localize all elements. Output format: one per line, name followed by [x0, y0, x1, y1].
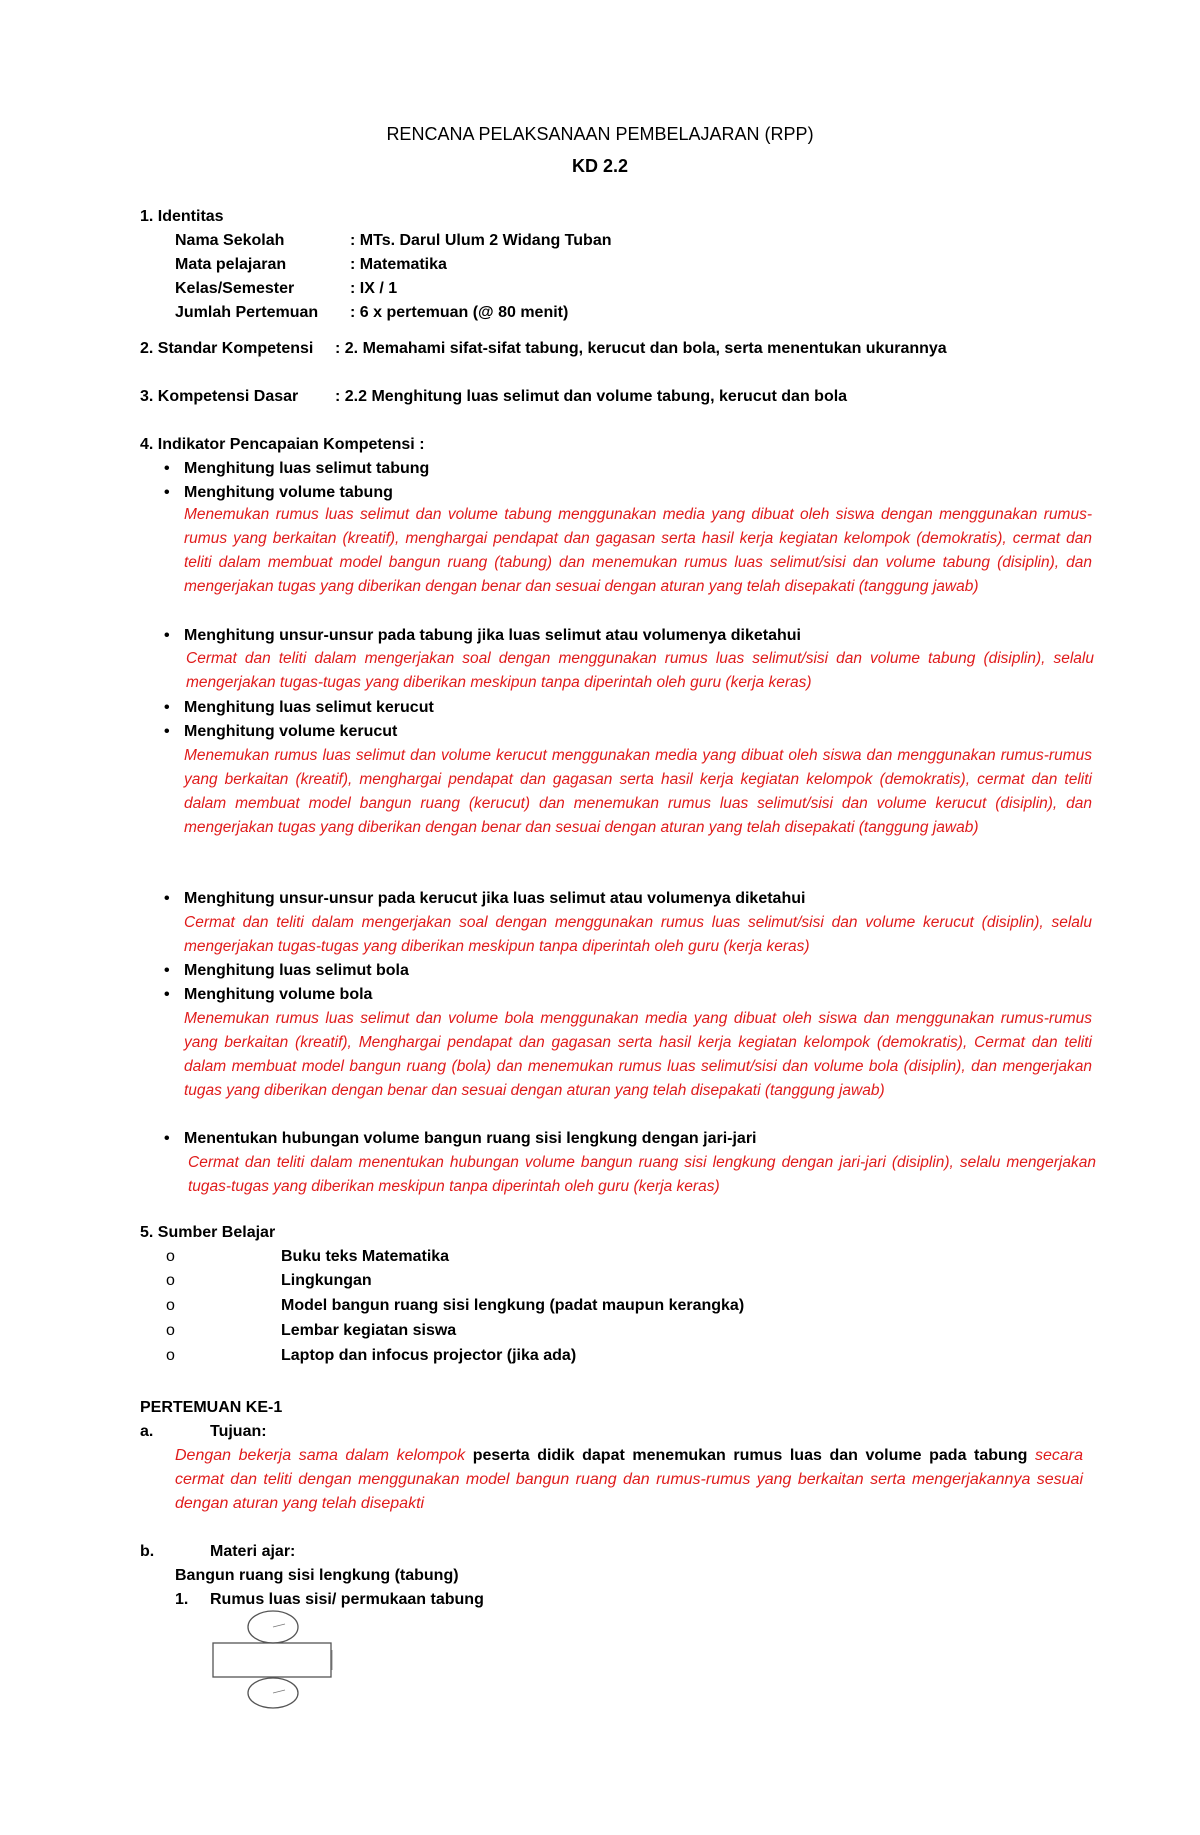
circle-bullet-icon: o	[166, 1347, 175, 1364]
tujuan-text-red: secara cermat dan teliti dengan menggunakan model bangun ruang dan rumus-rumus yang berkaitan serta mengerjakannya sesuai dengan aturan yang telah disepakti	[175, 1447, 1084, 1512]
identitas-value: : IX / 1	[350, 280, 398, 297]
indikator-note: Cermat dan teliti dalam menentukan hubungan volume bangun ruang sisi lengkung dengan jari-jari (disiplin), selalu mengerjakan tugas-tugas yang diberikan meskipun tanpa diperintah oleh guru (kerja keras)	[188, 1154, 1096, 1195]
indikator-note: Cermat dan teliti dalam mengerjakan soal dengan menggunakan rumus luas selimut/sisi dan volume tabung (disiplin), selalu mengerjakan tugas-tugas yang diberikan meskipun tanpa diperintah oleh guru (kerja keras)	[186, 650, 1094, 691]
sumber-item: Lembar kegiatan siswa	[281, 1322, 457, 1339]
kompetensi-dasar-value: : 2.2 Menghitung luas selimut dan volume tabung, kerucut dan bola	[335, 388, 848, 405]
indikator-note: Cermat dan teliti dalam mengerjakan soal dengan menggunakan rumus luas selimut/sisi dan volume kerucut (disiplin), selalu mengerjakan tugas-tugas yang diberikan meskipun tanpa diperintah oleh guru (kerja keras)	[184, 914, 1092, 955]
sumber-item: Lingkungan	[281, 1272, 372, 1289]
indikator-note: Menemukan rumus luas selimut dan volume bola menggunakan media yang dibuat oleh siswa dan menggunakan rumus-rumus yang berkaitan (kreatif), Menghargai pendapat dan gagasan serta hasil kerja kegiatan kelompok (demokratis), Cermat dan teliti dalam membuat model bangun ruang (bola) dan menemukan rumus luas selimut/sisi dan volume bola (disiplin), dan mengerjakan tugas yang diberikan dengan benar dan sesuai dengan aturan yang telah disepakati (tanggung jawab)	[184, 1010, 1092, 1099]
indikator-item: • Menghitung luas selimut tabung	[184, 458, 429, 480]
standar-value: : 2. Memahami sifat-sifat tabung, kerucut dan bola, serta menentukan ukurannya	[335, 340, 947, 357]
materi-text: Bangun ruang sisi lengkung (tabung)	[175, 1567, 459, 1584]
identitas-label: Nama Sekolah	[175, 232, 285, 249]
list-marker-b: b.	[140, 1543, 155, 1560]
identitas-heading: 1. Identitas	[140, 208, 224, 225]
indikator-item: • Menghitung unsur-unsur pada tabung jika luas selimut atau volumenya diketahui	[184, 625, 801, 647]
indikator-note: Menemukan rumus luas selimut dan volume tabung menggunakan media yang dibuat oleh siswa dengan menggunakan rumus-rumus yang berkaitan (kreatif), menghargai pendapat dan gagasan serta hasil kerja kegiatan kelompok (demokratis), cermat dan teliti dalam membuat model bangun ruang (tabung) dan menemukan rumus luas selimut/sisi dan volume tabung (disiplin), dan mengerjakan tugas yang diberikan dengan benar dan sesuai dengan aturan yang telah disepakati (tanggung jawab)	[184, 506, 1092, 595]
identitas-label: Kelas/Semester	[175, 280, 295, 297]
rumus-heading: Rumus luas sisi/ permukaan tabung	[210, 1591, 484, 1608]
kompetensi-dasar-label: 3. Kompetensi Dasar	[140, 388, 299, 405]
circle-bullet-icon: o	[166, 1322, 175, 1339]
sumber-item: Laptop dan infocus projector (jika ada)	[281, 1347, 577, 1364]
identitas-label: Jumlah Pertemuan	[175, 304, 319, 321]
tujuan-text: peserta didik dapat menemukan rumus luas dan volume pada tabung	[465, 1447, 1028, 1464]
cylinder-net-figure	[210, 1610, 335, 1710]
indikator-item: • Menghitung volume bola	[184, 984, 372, 1006]
indikator-item: • Menghitung volume kerucut	[184, 721, 397, 743]
circle-bullet-icon: o	[166, 1248, 175, 1265]
list-marker-a: a.	[140, 1423, 154, 1440]
indikator-item: • Menghitung luas selimut bola	[184, 960, 409, 982]
standar-label: 2. Standar Kompetensi	[140, 340, 314, 357]
tujuan-label: Tujuan:	[210, 1423, 267, 1440]
pertemuan-heading: PERTEMUAN KE-1	[140, 1399, 283, 1416]
circle-bullet-icon: o	[166, 1297, 175, 1314]
sumber-item: Model bangun ruang sisi lengkung (padat maupun kerangka)	[281, 1297, 745, 1314]
indikator-item: • Menentukan hubungan volume bangun ruang sisi lengkung dengan jari-jari	[184, 1128, 757, 1150]
identitas-value: : 6 x pertemuan (@ 80 menit)	[350, 304, 569, 321]
tujuan-text-red: Dengan bekerja sama dalam kelompok	[175, 1447, 466, 1464]
materi-label: Materi ajar:	[210, 1543, 296, 1560]
indikator-note: Menemukan rumus luas selimut dan volume kerucut menggunakan media yang dibuat oleh siswa dan menggunakan rumus-rumus yang berkaitan (kreatif), menghargai pendapat dan gagasan serta hasil kerja kegiatan kelompok (demokratis), cermat dan teliti dalam membuat model bangun ruang (kerucut) dan menemukan rumus luas selimut/sisi dan volume kerucut (disiplin), dan mengerjakan tugas yang diberikan dengan benar dan sesuai dengan aturan yang telah disepakati (tanggung jawab)	[184, 747, 1092, 836]
indikator-item: • Menghitung unsur-unsur pada kerucut jika luas selimut atau volumenya diketahui	[184, 888, 805, 910]
indikator-item: • Menghitung volume tabung	[184, 482, 393, 504]
document-title: RENCANA PELAKSANAAN PEMBELAJARAN (RPP)	[386, 124, 814, 144]
sumber-heading: 5. Sumber Belajar	[140, 1224, 276, 1241]
rumus-number: 1.	[175, 1591, 189, 1608]
indikator-item: • Menghitung luas selimut kerucut	[184, 697, 434, 719]
indikator-heading: 4. Indikator Pencapaian Kompetensi :	[140, 436, 425, 453]
identitas-value: : MTs. Darul Ulum 2 Widang Tuban	[350, 232, 612, 249]
sumber-item: Buku teks Matematika	[281, 1248, 450, 1265]
identitas-value: : Matematika	[350, 256, 447, 273]
identitas-label: Mata pelajaran	[175, 256, 287, 273]
circle-bullet-icon: o	[166, 1272, 175, 1289]
document-subtitle: KD 2.2	[571, 156, 629, 176]
tujuan-paragraph	[175, 1444, 1083, 1516]
